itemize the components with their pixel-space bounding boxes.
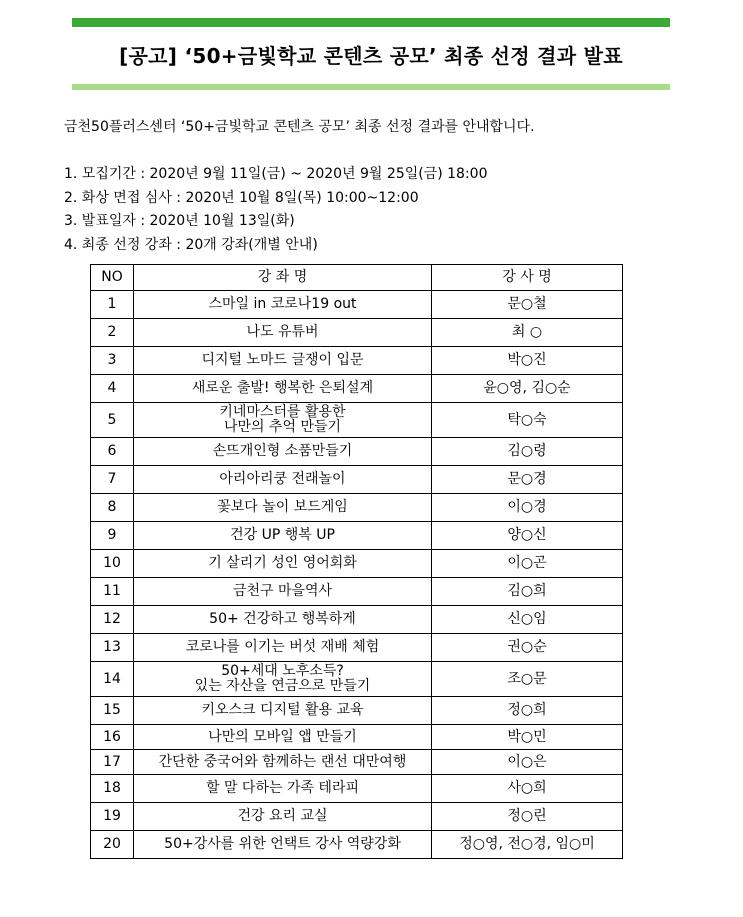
course-name-line: 아리아리쿵 전래놀이 (219, 471, 346, 487)
course-name-line: 50+세대 노후소득? (221, 663, 344, 679)
table-row (91, 375, 623, 403)
course-name (134, 750, 432, 775)
course-name (134, 725, 432, 750)
table-row (91, 725, 623, 750)
table-row (91, 494, 623, 522)
course-name-line: 디지털 노마드 글쟁이 입문 (201, 352, 364, 368)
table-row (91, 550, 623, 578)
table-row (91, 438, 623, 466)
instructor-name: 김○희 (432, 578, 623, 606)
info-interview: 2. 화상 면접 심사 : 2020년 10월 8일(목) 10:00~12:00 (64, 189, 419, 206)
row-number: 14 (91, 662, 134, 697)
course-name (134, 375, 432, 403)
course-name-line: 코로나를 이기는 버섯 재배 체험 (185, 639, 380, 655)
course-table (90, 264, 623, 859)
row-number: 3 (91, 347, 134, 375)
table-row (91, 750, 623, 775)
table-row (91, 697, 623, 725)
course-name (134, 403, 432, 438)
course-name-line: 간단한 중국어와 함께하는 랜선 대만여행 (158, 753, 407, 770)
course-name (134, 775, 432, 803)
header-top-bar (72, 18, 670, 27)
course-name (134, 606, 432, 634)
row-number: 5 (91, 403, 134, 438)
table-header-row (91, 265, 623, 291)
instructor-name: 박○민 (432, 725, 623, 750)
instructor-name: 이○곤 (432, 550, 623, 578)
row-number: 11 (91, 578, 134, 606)
course-name (134, 550, 432, 578)
page-title: [공고] ‘50+금빛학교 콘텐츠 공모’ 최종 선정 결과 발표 (119, 44, 623, 68)
row-number: 6 (91, 438, 134, 466)
course-name-line: 50+강사를 위한 언택트 강사 역량강화 (164, 836, 401, 852)
course-name (134, 522, 432, 550)
instructor-name: 김○령 (432, 438, 623, 466)
row-number: 13 (91, 634, 134, 662)
info-list (64, 163, 488, 257)
instructor-name: 최 ○ (432, 319, 623, 347)
row-number: 12 (91, 606, 134, 634)
table-row (91, 634, 623, 662)
course-name-line: 건강 UP 행복 UP (230, 527, 335, 543)
table-row (91, 522, 623, 550)
row-number: 2 (91, 319, 134, 347)
course-name-line: 나만의 모바일 앱 만들기 (208, 728, 357, 745)
instructor-name: 탁○숙 (432, 403, 623, 438)
course-name-line: 키네마스터를 활용한 (219, 404, 346, 420)
table-row (91, 803, 623, 831)
course-name-line: 스마일 in 코로나19 out (208, 296, 357, 312)
table-row (91, 291, 623, 319)
info-selected-courses: 4. 최종 선정 강좌 : 20개 강좌(개별 안내) (64, 236, 318, 253)
table-row (91, 606, 623, 634)
course-name-line: 금천구 마을역사 (232, 583, 333, 599)
row-number: 7 (91, 466, 134, 494)
intro-text: 금천50플러스센터 ‘50+금빛학교 콘텐츠 공모’ 최종 선정 결과를 안내합니다. (64, 119, 535, 135)
table-row (91, 662, 623, 697)
row-number: 8 (91, 494, 134, 522)
table-row (91, 347, 623, 375)
row-number: 17 (91, 750, 134, 775)
course-name-line: 손뜨개인형 소품만들기 (212, 443, 353, 459)
table-row (91, 319, 623, 347)
row-number: 18 (91, 775, 134, 803)
course-name-line: 할 말 다하는 가족 테라피 (205, 780, 360, 796)
course-name (134, 494, 432, 522)
course-name-line: 나만의 추억 만들기 (223, 419, 342, 435)
instructor-name: 문○경 (432, 466, 623, 494)
instructor-name: 박○진 (432, 347, 623, 375)
course-name (134, 319, 432, 347)
course-name (134, 291, 432, 319)
row-number: 19 (91, 803, 134, 831)
course-name-line: 새로운 출발! 행복한 은퇴설계 (191, 380, 374, 396)
instructor-name: 조○문 (432, 662, 623, 697)
table-body (91, 291, 623, 859)
instructor-name: 윤○영, 김○순 (432, 375, 623, 403)
instructor-name: 이○은 (432, 750, 623, 775)
course-name (134, 831, 432, 859)
header-bottom-bar (72, 84, 670, 90)
instructor-name: 이○경 (432, 494, 623, 522)
row-number: 20 (91, 831, 134, 859)
course-name (134, 803, 432, 831)
course-name-line: 건강 요리 교실 (237, 808, 328, 824)
course-name (134, 438, 432, 466)
course-name-line: 있는 자산을 연금으로 만들기 (194, 678, 371, 694)
instructor-name: 권○순 (432, 634, 623, 662)
info-announce-date: 3. 발표일자 : 2020년 10월 13일(화) (64, 213, 295, 229)
row-number: 10 (91, 550, 134, 578)
course-name-line: 나도 유튜버 (246, 324, 319, 340)
row-number: 15 (91, 697, 134, 725)
row-number: 1 (91, 291, 134, 319)
instructor-name: 정○린 (432, 803, 623, 831)
course-name-line: 키오스크 디지털 활용 교육 (201, 702, 364, 718)
info-recruit-period: 1. 모집기간 : 2020년 9월 11일(금) ~ 2020년 9월 25일(금) 18:00 (64, 166, 488, 182)
course-name (134, 697, 432, 725)
instructor-name: 신○임 (432, 606, 623, 634)
table-row (91, 403, 623, 438)
instructor-name: 정○영, 전○경, 임○미 (432, 831, 623, 859)
instructor-name: 문○철 (432, 291, 623, 319)
row-number: 9 (91, 522, 134, 550)
table-row (91, 578, 623, 606)
course-name (134, 662, 432, 697)
row-number: 16 (91, 725, 134, 750)
row-number: 4 (91, 375, 134, 403)
instructor-name: 사○희 (432, 775, 623, 803)
course-name-line: 기 살리기 성인 영어회화 (208, 555, 357, 571)
course-name-line: 50+ 건강하고 행복하게 (209, 611, 356, 627)
header-course: 강 좌 명 (134, 265, 432, 291)
table-row (91, 466, 623, 494)
header-instructor: 강 사 명 (432, 265, 623, 291)
instructor-name: 양○신 (432, 522, 623, 550)
table-row (91, 775, 623, 803)
course-name (134, 466, 432, 494)
course-name (134, 634, 432, 662)
course-name-line: 꽃보다 놀이 보드게임 (217, 499, 348, 515)
course-name (134, 347, 432, 375)
instructor-name: 정○희 (432, 697, 623, 725)
table-row (91, 831, 623, 859)
course-name (134, 578, 432, 606)
header-no: NO (91, 265, 134, 291)
